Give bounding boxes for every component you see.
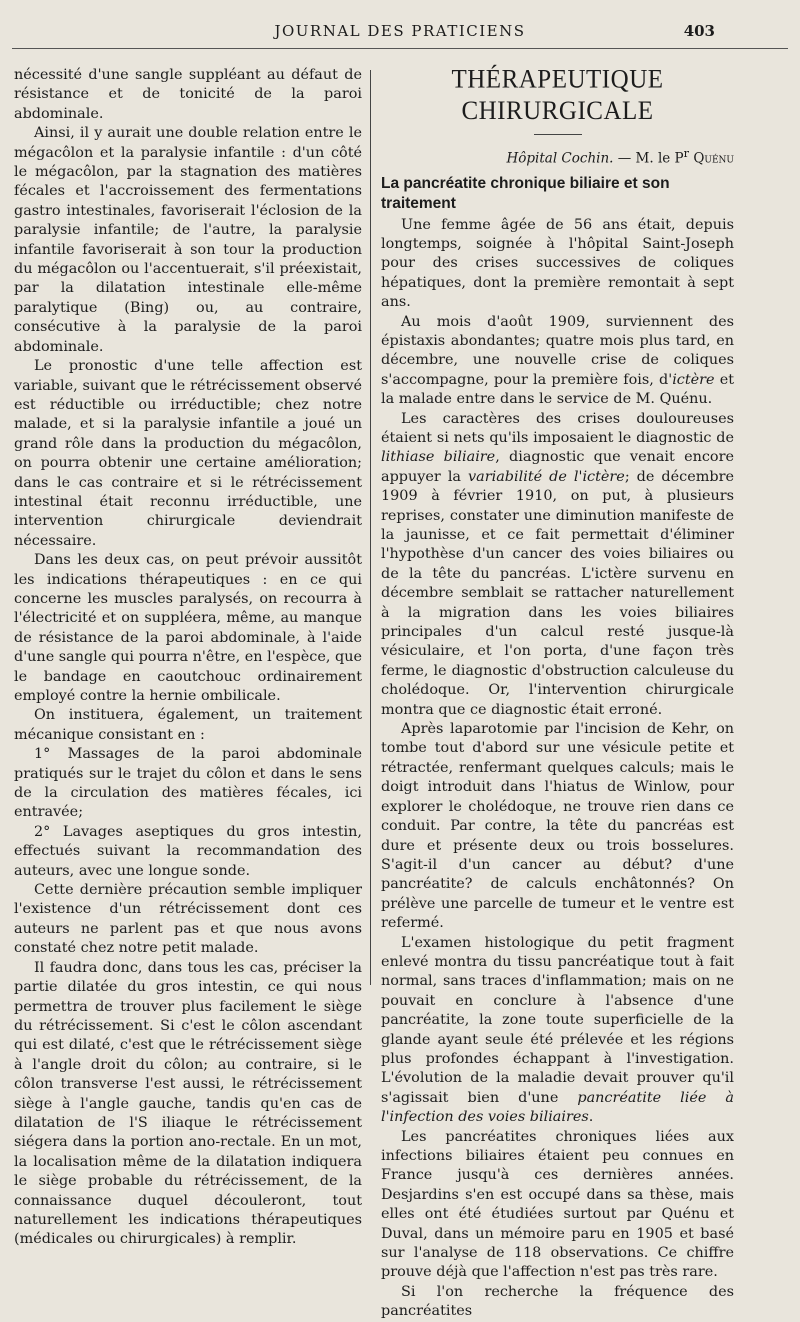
right-p3-italic-1: lithiase biliaire — [381, 449, 496, 466]
byline — [381, 145, 734, 168]
right-p3-italic-2: variabilité de l'ictère — [468, 468, 625, 485]
right-p3-text-b: , diagnostic que venait encore appuyer la — [381, 449, 734, 485]
list-item-lavages: 2° Lavages aseptiques du gros intestin, effectués suivant la recommandation des auteurs, avec une longue sonde. — [14, 823, 362, 879]
article-title: La pancréatite chronique biliaire et son traitement — [381, 174, 670, 212]
right-paragraph-2 — [381, 313, 734, 410]
left-paragraph-4: Dans les deux cas, on peut prévoir aussitôt les indications thérapeutiques : en ce qui concerne les muscles paralysés, on recourra à l'électricité et on suppléera, même, au manque de résistance de la paroi abdominale, à l'aide d'une sangle qui pourra n'être, en l'espèce, que le bandage en caoutchouc ordinairement employé contre la hernie ombilicale. — [14, 552, 362, 704]
right-p5-text-a: L'examen histologique du petit fragment enlevé montra du tissu pancréatique tout à fait normal, sans traces d'inflammation; mais on ne pouvait en conclure à l'absence d'une pancréatite, la zone toute superficielle de la glande ayant seule été prélevée et les régions plus profondes échappant à l'investigation. L'évolution de la maladie devait prouver qu'il s'agissait bien d'une — [381, 934, 734, 1106]
page-header — [0, 22, 800, 46]
left-paragraph-2: Ainsi, il y aurait une double relation entre le mégacôlon et la paralysie infantile : d'un côté le mégacôlon, par la stagnation des matières fécales et l'accroissement des fermentations gastro intestinales, favoriserait l'éclosion de la paralysie infantile; de l'autre, la paralysie infantile favoriserait à son tour la production du mégacôlon ou l'accentuerait, s'il préexistait, par la dilatation intestinale elle-même paralytique (Bing) ou, au contraire, consécutive à la paralysie de la paroi abdominale. — [14, 125, 362, 355]
left-paragraph-3: Le pronostic d'une telle affection est variable, suivant que le rétrécissement observé est réductible ou irréductible; chez notre malade, et si la paralysie infantile a joué un grand rôle dans la production du mégacôlon, on pourra obtenir une certaine amélioration; dans le cas contraire et si le rétrécissement intestinal était reconnu irréductible, une intervention chirurgicale deviendrait nécessaire. — [14, 358, 362, 549]
right-p5-italic: pancréatite liée à l'infection des voies biliaires — [381, 1089, 734, 1126]
header-rule — [12, 48, 788, 49]
right-paragraph-4: Après laparotomie par l'incision de Kehr, on tombe tout d'abord sur une vésicule petite et rétractée, renfermant quelques calculs; mais le doigt introduit dans l'hiatus de Winlow, pour explorer le cholédoque, ne trouve rien dans ce conduit. Par contre, la tête du pancréas est dure et présente deux ou trois bosselures. S'agit-il d'un cancer au début? d'une pancréatite? de calculs enchâtonnés? On prélève une parcelle de tumeur et le ventre est refermé. — [381, 721, 734, 932]
left-paragraph-5: On instituera, également, un traitement mécanique consistant en : — [14, 707, 362, 743]
right-paragraph-6: Les pancréatites chroniques liées aux infections biliaires étaient peu connues en France jusqu'à ces dernières années. Desjardins s'en est occupé dans sa thèse, mais elles ont été étudiées surtout par Quénu et Duval, dans un mémoire paru en 1905 et basé sur l'analyse de 118 observations. Ce chiffre prouve déjà que l'affection n'est pas très rare. — [381, 1128, 734, 1281]
right-p2-text-b: et la malade entre dans le service de M. Quénu. — [381, 371, 735, 408]
left-column — [14, 66, 362, 1250]
right-p2-italic: ictère — [672, 371, 715, 388]
section-title: THÉRAPEUTIQUE CHIRURGICALE — [451, 65, 664, 126]
list-item-massages: 1° Massages de la paroi abdominale pratiqués sur le trajet du côlon et dans le sens de la circulation des matières fécales, ici entravée; — [14, 746, 362, 821]
column-divider — [370, 70, 371, 985]
byline-separator: — M. le P — [613, 150, 684, 167]
right-p3-text-c: ; de décembre 1909 à février 1910, on put, à plusieurs reprises, constater une diminution manifeste de la jaunisse, et ce fait permettait d'éliminer l'hypothèse d'un cancer des voies biliaires ou de la tête du pancréas. L'ictère survenu en décembre semblait se rattacher naturellement à la migration dans les voies biliaires principales d'un calcul resté jusque-là vésiculaire, et l'on porta, d'une façon très ferme, le diagnostic d'obstruction calculeuse du cholédoque. Or, l'intervention chirurgicale montra que ce diagnostic était erroné. — [381, 468, 734, 718]
left-paragraph-7: Il faudra donc, dans tous les cas, préciser la partie dilatée du gros intestin, ce qui nous permettra de trouver plus facilement le siège du rétrécissement. Si c'est le côlon ascendant qui est dilaté, c'est que le rétrécissement siège à l'angle droit du côlon; au contraire, si le côlon transverse l'est aussi, le rétrécissement siège à l'angle gauche, tandis qu'en cas de dilatation de l'S iliaque le rétrécissement siégera dans la portion ano-rectale. En un mot, la localisation même de la dilatation indiquera le siège probable du rétrécissement, de la connaissance duquel découleront, tout naturellement les indications thérapeutiques (médicales ou chirurgicales) à remplir. — [14, 959, 362, 1248]
right-paragraph-3 — [381, 410, 734, 721]
running-title: JOURNAL DES PRATICIENS — [274, 22, 526, 40]
title-rule — [534, 134, 582, 135]
right-p3-text-a: Les caractères des crises douloureuses étaient si nets qu'ils imposaient le diagnostic de — [381, 410, 734, 446]
right-paragraph-5 — [381, 934, 734, 1128]
byline-superscript: r — [683, 147, 690, 160]
right-paragraph-1: Une femme âgée de 56 ans était, depuis longtemps, soignée à l'hôpital Saint-Joseph pour des crises successives de coliques hépatiques, dont la première remontait à sept ans. — [381, 216, 734, 311]
right-p5-text-b: . — [588, 1109, 594, 1126]
byline-hospital: Hôpital Cochin. — [506, 150, 614, 167]
left-paragraph-1: nécessité d'une sangle suppléant au défaut de résistance et de tonicité de la paroi abdominale. — [14, 67, 362, 122]
right-column — [381, 66, 734, 1322]
page-number: 403 — [683, 22, 715, 40]
left-paragraph-6: Cette dernière précaution semble impliquer l'existence d'un rétrécissement dont ces auteurs ne parlent pas et que nous avons constaté chez notre petit malade. — [14, 882, 362, 957]
right-paragraph-7: Si l'on recherche la fréquence des pancréatites — [381, 1283, 734, 1320]
right-p2-text-a: Au mois d'août 1909, surviennent des épistaxis abondantes; quatre mois plus tard, en décembre, une nouvelle crise de coliques s'accompagne, pour la première fois, d' — [381, 313, 734, 388]
byline-author: Quénu — [693, 150, 734, 167]
